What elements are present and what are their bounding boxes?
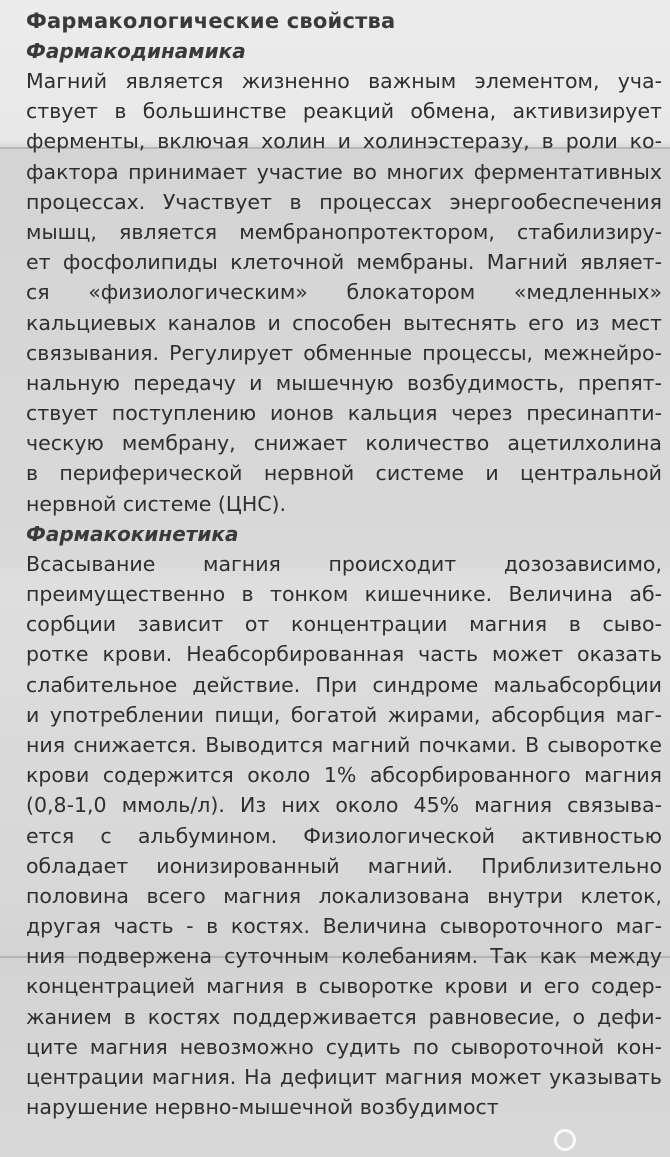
watermark-logo [554,1127,664,1153]
text-line: Магний является жизненно важным элементом, уча- [26,69,662,93]
text-line: и употреблении пищи, богатой жирами, абсорбция маг- [26,702,662,727]
subheading-pharmacokinetics: Фармакокинетика [26,521,239,546]
text-line: ците магния невозможно судить по сывороточной кон- [26,1034,662,1059]
text-line: процессах. Участвует в процессах энергообеспечения [26,189,662,214]
text-line: слабительное действие. При синдроме мальабсорбции [26,672,662,697]
text-line: ет фосфолипиды клеточной мембраны. Магний являет- [26,250,662,275]
text-line: мышц, является мембранопротектором, стабилизиру- [26,219,662,244]
text-line: (0,8-1,0 ммоль/л). Из них около 45% магния связыва- [26,793,662,818]
text-line: нервной системе (ЦНС). [26,491,287,516]
text-line: связывания. Регулирует обменные процессы, межнейро- [26,340,662,365]
text-line: в периферической нервной системе и центральной [26,461,662,486]
paragraph-pharmacodynamics [26,66,662,519]
text-line: ствует поступлению ионов кальция через пресинапти- [26,401,662,426]
text-line: ния снижается. Выводится магний почками. В сыворотке [26,732,662,757]
section-heading: Фармакологические свойства [26,9,396,33]
text-line: нарушение нервно-мышечной возбудимост [26,1095,499,1120]
text-line: ся «физиологическим» блокатором «медленных» [26,280,662,305]
text-line: ческую мембрану, снижает количество ацетилхолина [26,431,662,456]
text-line: половина всего магния локализована внутри клеток, [26,883,662,908]
document-content [26,6,662,1122]
text-line: ферменты, включая холин и холинэстеразу, в роли ко- [26,129,662,154]
text-line: крови содержится около 1% абсорбированного магния [26,763,662,788]
text-line: концентрацией магния в сыворотке крови и его содер- [26,974,662,999]
text-line: нальную передачу и мышечную возбудимость, препят- [26,370,662,395]
text-line: кальциевых каналов и способен вытеснять его из мест [26,310,662,335]
text-line: Всасывание магния происходит дозозависимо, [26,551,662,576]
text-line: ротке крови. Неабсорбированная часть может оказать [26,642,662,667]
subheading-pharmacodynamics: Фармакодинамика [26,39,246,63]
text-line: центрации магния. На дефицит магния может указывать [26,1065,662,1089]
text-line: другая часть - в костях. Величина сывороточного маг- [26,914,662,939]
text-line: ствует в большинстве реакций обмена, активизирует [26,99,662,124]
text-line: обладает ионизированный магний. Приблизительно [26,853,662,878]
watermark-icon [554,1129,576,1151]
text-line: ния подвержена суточным колебаниям. Так как между [26,944,662,969]
paragraph-pharmacokinetics [26,549,662,1123]
text-line: фактора принимает участие во многих ферментативных [26,159,662,184]
text-line: ется с альбумином. Физиологической активностью [26,823,662,848]
text-line: жанием в костях поддерживается равновесие, о дефи- [26,1004,662,1029]
text-line: сорбции зависит от концентрации магния в сыво- [26,612,662,637]
text-line: преимущественно в тонком кишечнике. Величина аб- [26,582,662,606]
